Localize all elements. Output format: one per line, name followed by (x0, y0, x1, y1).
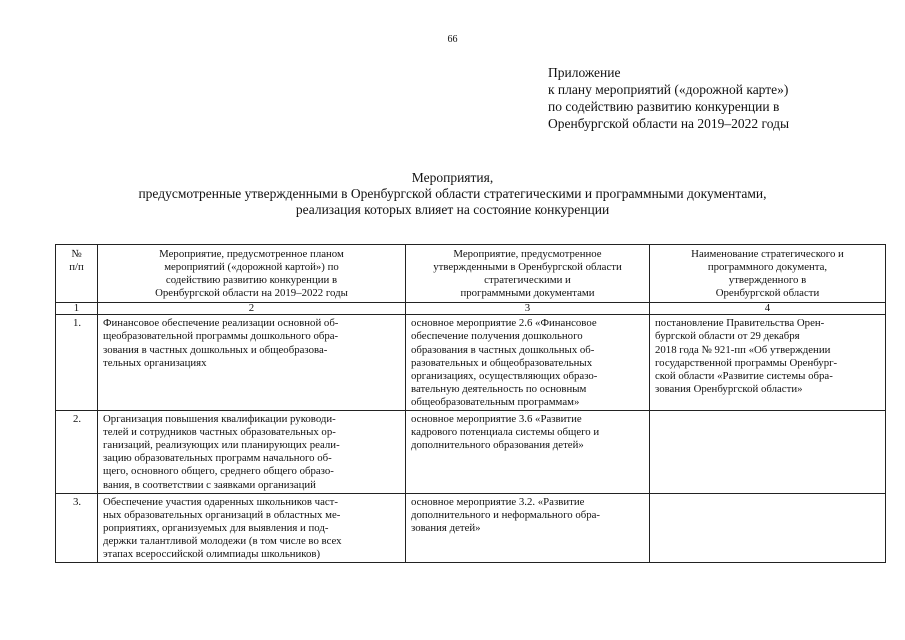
cell-line: ской области «Развитие системы обра- (655, 369, 833, 382)
cell-line: держки талантливой молодежи (в том числе во всех (103, 534, 342, 547)
page-number: 66 (447, 34, 458, 45)
cell-line: телей и сотрудников частных образовательных ор- (103, 426, 336, 439)
title-line: Мероприятия, (411, 170, 494, 185)
cell-line: этапах всероссийской олимпиады школьников) (103, 547, 321, 560)
appendix-line: по содействию развитию конкуренции в (548, 99, 780, 114)
header-document (650, 245, 886, 303)
cell-line: тельных организациях (103, 356, 207, 369)
cell-line: зацию образовательных программ начального об- (103, 452, 332, 465)
document-title (0, 170, 905, 218)
measures-table (55, 244, 886, 563)
cell-line: дополнительного образования детей» (411, 439, 584, 452)
appendix-line: Приложение (548, 65, 621, 80)
header-line: утвержденными в Оренбургской области (433, 261, 622, 274)
header-line: № (71, 248, 82, 260)
cell-strategic-event (406, 493, 650, 562)
cell-line: бургской области от 29 декабря (655, 330, 800, 343)
row-number: 3. (56, 493, 98, 562)
cell-line: государственной программы Оренбург- (655, 356, 838, 369)
table-row (56, 411, 886, 494)
cell-line: щего, основного общего, среднего общего образо- (103, 465, 334, 478)
title-line: реализация которых влияет на состояние конкуренции (295, 202, 610, 217)
cell-line: Организация повышения квалификации руководи- (103, 413, 336, 426)
header-line: утвержденного в (728, 274, 807, 287)
appendix-line: к плану мероприятий («дорожной карте») (548, 82, 789, 97)
title-line: предусмотренные утвержденными в Оренбургской области стратегическими и программными документами, (138, 186, 767, 201)
column-number: 2 (98, 303, 406, 315)
header-line: программного документа, (707, 261, 828, 274)
cell-line: постановление Правительства Орен- (655, 317, 825, 330)
table-row (56, 315, 886, 411)
cell-line: организациях, осуществляющих образо- (411, 369, 598, 382)
header-line: содействию развитию конкуренции в (165, 274, 338, 287)
cell-plan-event (98, 315, 406, 411)
header-strategic-event (406, 245, 650, 303)
cell-line: общеобразовательным программам» (411, 395, 580, 408)
header-line: стратегическими и (484, 274, 571, 287)
cell-line: вания, в соответствии с заявками организаций (103, 478, 316, 491)
cell-line: роприятиях, организуемых для выявления и под- (103, 521, 329, 534)
cell-document (650, 315, 886, 411)
header-line: Оренбургской области на 2019–2022 годы (155, 287, 348, 300)
cell-line: ганизаций, реализующих или планирующих реали- (103, 439, 340, 452)
header-line: мероприятий («дорожной картой») по (164, 261, 339, 274)
column-number: 3 (406, 303, 650, 315)
cell-line: дополнительного и неформального обра- (411, 508, 601, 521)
cell-line: разовательных и общеобразовательных (411, 356, 593, 369)
cell-line: Финансовое обеспечение реализации основной об- (103, 317, 339, 330)
cell-plan-event (98, 493, 406, 562)
header-line: Мероприятие, предусмотренное планом (159, 248, 344, 260)
cell-strategic-event (406, 315, 650, 411)
cell-line: зования Оренбургской области» (655, 382, 803, 395)
cell-line: основное мероприятие 2.6 «Финансовое (411, 317, 597, 330)
header-line: Мероприятие, предусмотренное (453, 248, 602, 260)
column-number: 1 (56, 303, 98, 315)
cell-line: образования в частных дошкольных об- (411, 343, 595, 356)
table-row (56, 493, 886, 562)
cell-strategic-event (406, 411, 650, 494)
cell-line: ных образовательных организаций в областных ме- (103, 508, 341, 521)
cell-document (650, 493, 886, 562)
appendix-line: Оренбургской области на 2019–2022 годы (548, 116, 790, 131)
column-number-row (56, 303, 886, 315)
cell-line: основное мероприятие 3.2. «Развитие (411, 495, 585, 508)
appendix-note (548, 64, 789, 132)
cell-plan-event (98, 411, 406, 494)
cell-line: зования детей» (411, 521, 481, 534)
cell-line: щеобразовательной программы дошкольного обра- (103, 330, 339, 343)
cell-line: Обеспечение участия одаренных школьников част- (103, 495, 338, 508)
header-line: программными документами (460, 287, 595, 300)
row-number: 2. (56, 411, 98, 494)
cell-document (650, 411, 886, 494)
cell-line: кадрового потенциала системы общего и (411, 426, 600, 439)
cell-line: обеспечение получения дошкольного (411, 330, 583, 343)
table-header-row (56, 245, 886, 303)
header-line: Наименование стратегического и (691, 248, 844, 260)
cell-line: 2018 года № 921-пп «Об утверждении (655, 343, 831, 356)
row-number: 1. (56, 315, 98, 411)
cell-line: основное мероприятие 3.6 «Развитие (411, 413, 582, 426)
cell-line: вательную деятельность по основным (411, 382, 587, 395)
header-line: п/п (69, 261, 84, 274)
header-line: Оренбургской области (715, 287, 820, 300)
header-number (56, 245, 98, 303)
header-plan-event (98, 245, 406, 303)
cell-line: зования в частных дошкольных и общеобразова- (103, 343, 328, 356)
column-number: 4 (650, 303, 886, 315)
